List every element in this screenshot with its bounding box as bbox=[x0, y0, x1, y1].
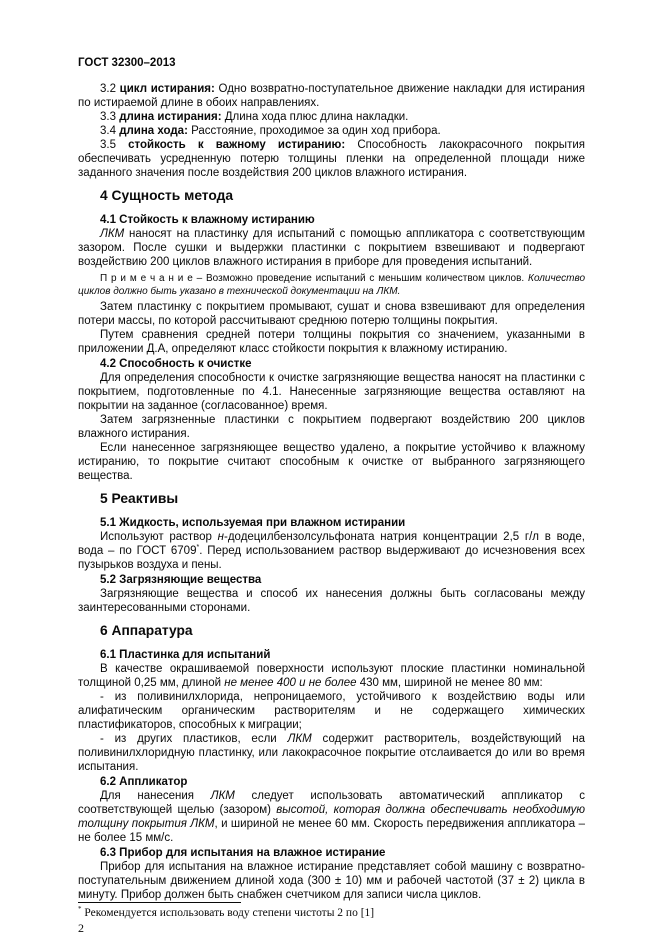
paragraph-6-1-item-2: - из других пластиков, если ЛКМ содержит растворитель, воздействующий на поливинилхлоридную пластинку, или лакокрасочное покрытие отслаивается до или во время испытания. bbox=[78, 733, 586, 773]
paragraph-6-1-item-1: - из поливинилхлорида, непроницаемого, устойчивого к воздействию воды или алифатическим органическим растворителям и не содержащего химических пластификаторов, способных к миграции; bbox=[78, 691, 585, 731]
section-heading-6: 6 Аппаратура bbox=[100, 623, 193, 638]
paragraph-6-2: Для нанесения ЛКМ следует использовать автоматический аппликатор с соответствующей щелью (зазором) высотой, которая должна обеспечивать необходимую толщину покрытия ЛКМ, и шириной не менее 60 мм. Скорость передвижения аппликатора – не более 15 мм/с. bbox=[78, 790, 585, 844]
page-number: 2 bbox=[78, 921, 84, 935]
paragraph-5-1: Используют раствор н-додецилбензолсульфоната натрия концентрации 2,5 г/л в воде, вода – по ГОСТ 6709*. Перед использованием раствор выдерживают до исчезновения всех пузырьков воздуха и пены. bbox=[78, 531, 585, 571]
section-heading-5: 5 Реактивы bbox=[100, 491, 179, 506]
paragraph-4-1-a: ЛКМ наносят на пластинку для испытаний с помощью аппликатора с соответствующим зазором. После сушки и выдержки пластинки с покрытием взвешивают и подвергают воздействию 200 циклов влажного истирания в приборе для проведения испытаний. bbox=[78, 228, 585, 268]
subsection-heading-5-1: 5.1 Жидкость, используемая при влажном истирании bbox=[100, 517, 406, 529]
subsection-heading-6-1: 6.1 Пластинка для испытаний bbox=[100, 649, 271, 661]
footnote-text: * Рекомендуется использовать воду степени чистоты 2 по [1] bbox=[78, 905, 375, 919]
paragraph-3-4: 3.4 длина хода: Расстояние, проходимое за один ход прибора. bbox=[100, 125, 441, 137]
paragraph-4-1-c: Путем сравнения средней потери толщины покрытия со значением, указанными в приложении Д.А, определяют класс стойкости покрытия к влажному истиранию. bbox=[78, 329, 585, 355]
doc-header: ГОСТ 32300–2013 bbox=[78, 57, 176, 69]
paragraph-4-2-b: Затем загрязненные пластинки с покрытием подвергают воздействию 200 циклов влажного истирания. bbox=[78, 414, 585, 440]
paragraph-4-1-b: Затем пластинку с покрытием промывают, сушат и снова взвешивают для определения потери массы, по которой рассчитывают среднюю потерю толщины покрытия. bbox=[78, 301, 585, 327]
paragraph-4-2-a: Для определения способности к очистке загрязняющие вещества наносят на пластинки с покрытием, подготовленные по 4.1. Нанесенные загрязняющие вещества оставляют на покрытии на заданное (согласованное) время. bbox=[78, 372, 585, 412]
subsection-heading-6-2: 6.2 Аппликатор bbox=[100, 776, 188, 788]
paragraph-3-5: 3.5 стойкость к важному истиранию: Способность лакокрасочного покрытия обеспечивать усредненную потерю толщины пленки на определенной площади ниже заданного значения после воздействия 200 циклов влажного истирания. bbox=[78, 139, 585, 179]
subsection-heading-4-1: 4.1 Стойкость к влажному истиранию bbox=[100, 214, 315, 226]
paragraph-3-2: 3.2 цикл истирания: Одно возвратно-поступательное движение накладки для истирания по истираемой длине в обоих направлениях. bbox=[78, 83, 585, 109]
subsection-heading-4-2: 4.2 Способность к очистке bbox=[100, 358, 252, 370]
section-heading-4: 4 Сущность метода bbox=[100, 188, 234, 203]
subsection-heading-6-3: 6.3 Прибор для испытания на влажное истирание bbox=[100, 847, 386, 859]
paragraph-4-2-c: Если нанесенное загрязняющее вещество удалено, а покрытие устойчиво к влажному истиранию, то покрытие считают способным к очистке от выбранного загрязняющего вещества. bbox=[78, 442, 585, 482]
paragraph-5-2: Загрязняющие вещества и способ их нанесения должны быть согласованы между заинтересованными сторонами. bbox=[78, 588, 585, 614]
paragraph-3-3: 3.3 длина истирания: Длина хода плюс длина накладки. bbox=[100, 111, 409, 123]
subsection-heading-5-2: 5.2 Загрязняющие вещества bbox=[100, 574, 262, 586]
paragraph-6-1-a: В качестве окрашиваемой поверхности используют плоские пластинки номинальной толщиной 0,25 мм, длиной не менее 400 и не более 430 мм, шириной не менее 80 мм: bbox=[78, 663, 585, 689]
footnote-separator bbox=[78, 902, 241, 903]
note-4-1: П р и м е ч а н и е – Возможно проведение испытаний с меньшим количеством циклов. Количество циклов должно быть указано в технической документации на ЛКМ. bbox=[78, 273, 585, 297]
paragraph-6-3: Прибор для испытания на влажное истирание представляет собой машину с возвратно-поступательным движением длиной хода (300 ± 10) мм и рабочей частотой (37 ± 2) цикла в минуту. Прибор должен быть снабжен счетчиком для записи числа циклов. bbox=[78, 861, 585, 901]
